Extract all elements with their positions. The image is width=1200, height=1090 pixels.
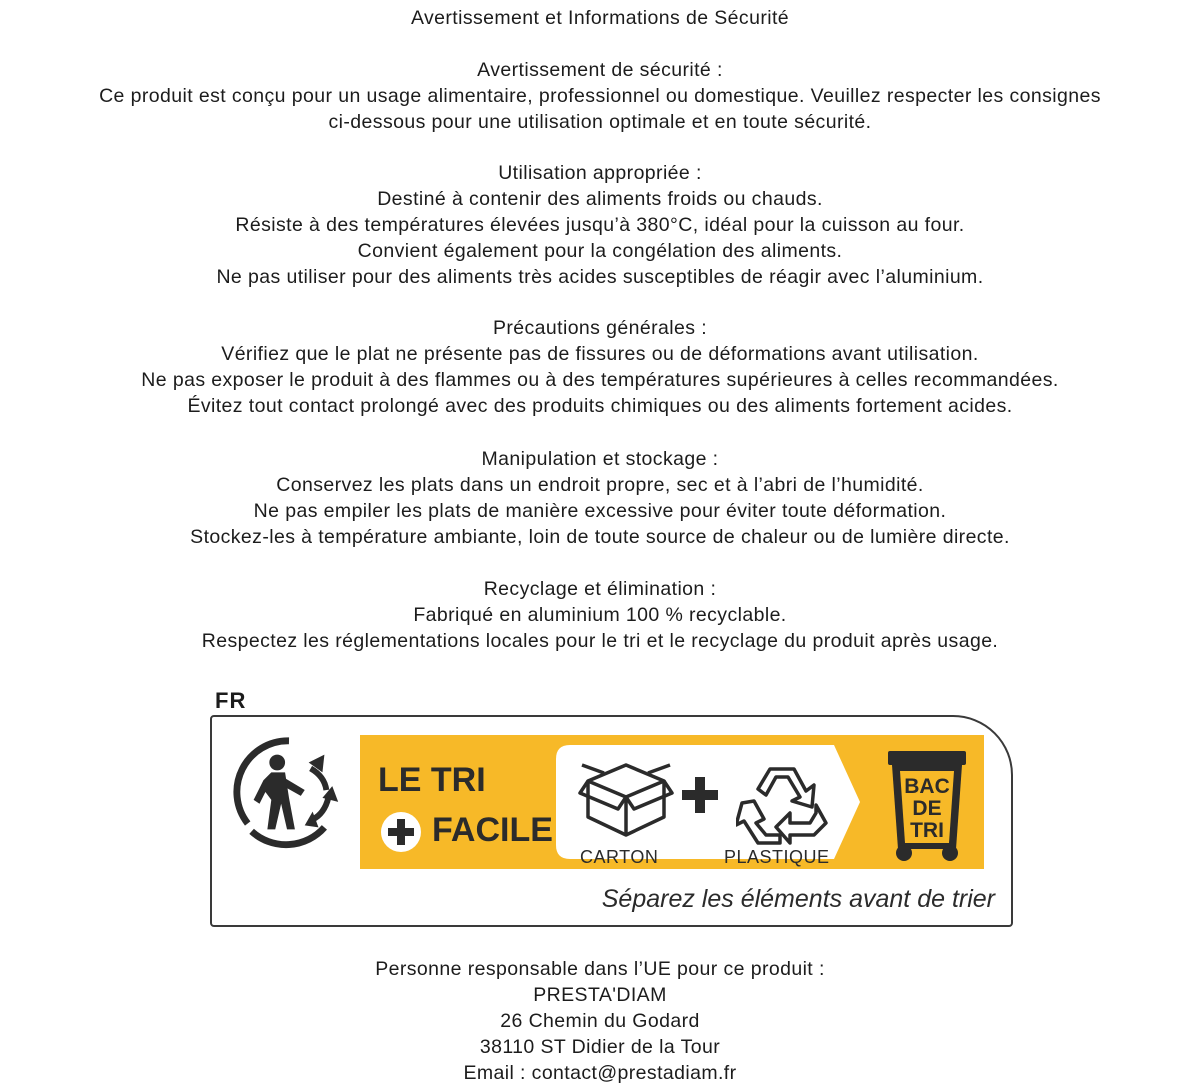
plastique-label: PLASTIQUE — [724, 847, 830, 867]
plus-icon — [680, 775, 720, 815]
section-line: Ne pas utiliser pour des aliments très acides susceptibles de réagir avec l’aluminium. — [216, 266, 984, 288]
company-name: PRESTA'DIAM — [533, 984, 667, 1006]
section-handling — [0, 446, 1200, 550]
page-title: Avertissement et Informations de Sécurité — [410, 7, 790, 29]
section-heading: Utilisation appropriée : — [498, 162, 702, 184]
section-line: Conservez les plats dans un endroit propre, sec et à l’abri de l’humidité. — [276, 474, 924, 496]
document-title — [0, 5, 1200, 31]
section-line: Vérifiez que le plat ne présente pas de fissures ou de déformations avant utilisation. — [221, 343, 979, 365]
carton-label: CARTON — [580, 847, 659, 867]
street-address: 26 Chemin du Godard — [500, 1010, 700, 1032]
section-heading: Avertissement de sécurité : — [477, 59, 723, 81]
bin-text-line: BAC — [904, 775, 950, 798]
section-line: Ne pas empiler les plats de manière excessive pour éviter toute déformation. — [253, 500, 947, 522]
contact-email: Email : contact@prestadiam.fr — [463, 1062, 737, 1084]
tri-title-line2: FACILE — [432, 811, 553, 849]
section-line: Ce produit est conçu pour un usage alimentaire, professionnel ou domestique. Veuillez respecter les consignes — [99, 85, 1101, 107]
tri-title-line1: LE TRI — [378, 761, 486, 799]
section-line: Respectez les réglementations locales pour le tri et le recyclage du produit après usage. — [201, 630, 999, 652]
bin-text-line: DE — [912, 797, 942, 820]
country-code: FR — [215, 688, 247, 713]
bin-text-line: TRI — [910, 819, 944, 842]
section-heading: Recyclage et élimination : — [483, 578, 717, 600]
section-heading: Manipulation et stockage : — [481, 448, 719, 470]
city-address: 38110 ST Didier de la Tour — [479, 1036, 721, 1058]
recycle-icon — [736, 761, 828, 847]
section-line: Convient également pour la congélation des aliments. — [357, 240, 843, 262]
triman-icon — [230, 733, 348, 851]
plus-badge-icon — [380, 811, 422, 853]
section-line: Évitez tout contact prolongé avec des produits chimiques ou des aliments fortement acides. — [187, 395, 1013, 417]
section-responsible — [0, 956, 1200, 1086]
section-recycling — [0, 576, 1200, 654]
section-line: Fabriqué en aluminium 100 % recyclable. — [413, 604, 787, 626]
section-usage — [0, 160, 1200, 290]
section-line: Stockez-les à température ambiante, loin de toute source de chaleur ou de lumière directe. — [190, 526, 1010, 548]
carton-box-icon — [578, 755, 674, 841]
section-heading: Précautions générales : — [492, 317, 708, 339]
recycling-bin-icon — [884, 747, 970, 863]
section-line: ci-dessous pour une utilisation optimale et en toute sécurité. — [328, 111, 872, 133]
tri-caption: Séparez les éléments avant de trier — [601, 885, 995, 913]
section-precautions — [0, 315, 1200, 419]
sorting-label — [210, 715, 1013, 927]
section-line: Destiné à contenir des aliments froids ou chauds. — [377, 188, 823, 210]
section-line: Ne pas exposer le produit à des flammes ou à des températures supérieures à celles recommandées. — [141, 369, 1059, 391]
section-heading: Personne responsable dans l’UE pour ce produit : — [375, 958, 825, 980]
section-line: Résiste à des températures élevées jusqu’à 380°C, idéal pour la cuisson au four. — [235, 214, 965, 236]
section-warning — [0, 57, 1200, 135]
